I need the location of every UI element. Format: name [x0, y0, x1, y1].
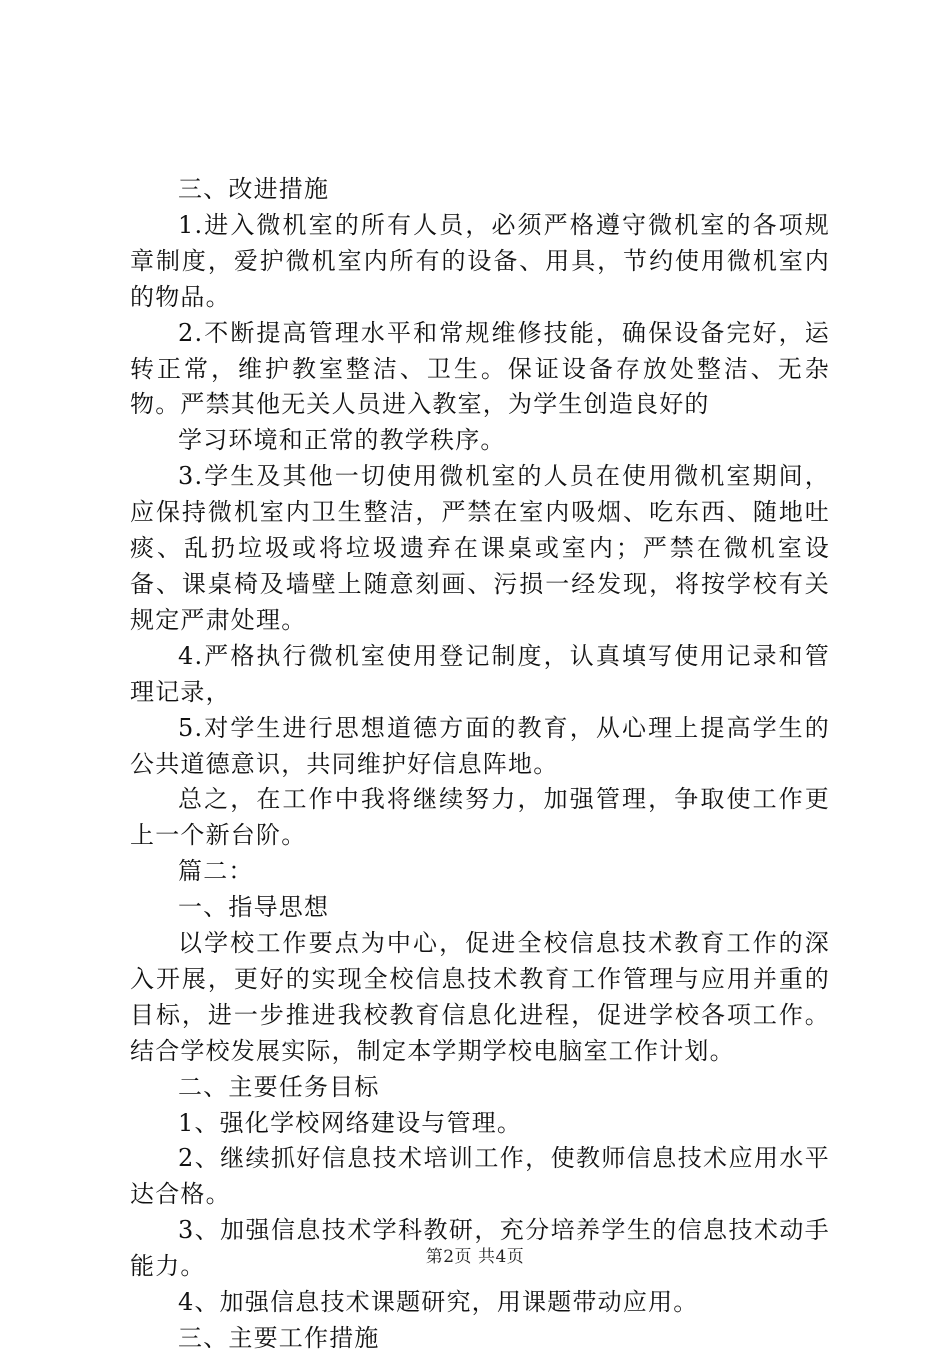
paragraph: 5.对学生进行思想道德方面的教育，从心理上提高学生的公共道德意识，共同维护好信息阵地。	[130, 713, 830, 778]
page-number-footer: 第2页 共4页	[425, 1247, 525, 1267]
list-item: 4、加强信息技术课题研究，用课题带动应用。	[178, 1288, 699, 1317]
document-body	[130, 172, 830, 1357]
paragraph: 4.严格执行微机室使用登记制度，认真填写使用记录和管理记录，	[130, 641, 830, 706]
paragraph: 3.学生及其他一切使用微机室的人员在使用微机室期间，应保持微机室内卫生整洁，严禁在室内吸烟、吃东西、随地吐痰、乱扔垃圾或将垃圾遗弃在课桌或室内；严禁在微机室设备、课桌椅及墙壁上随意刻画、污损一经发现，将按学校有关规定严肃处理。	[130, 462, 830, 634]
section-heading: 三、主要工作措施	[178, 1324, 380, 1352]
list-item: 1、强化学校网络建设与管理。	[178, 1108, 523, 1137]
paragraph: 2.不断提高管理水平和常规维修技能，确保设备完好，运转正常，维护教室整洁、卫生。保证设备存放处整洁、无杂物。严禁其他无关人员进入教室，为学生创造良好的	[130, 318, 830, 419]
part-heading: 篇二：	[178, 857, 254, 886]
paragraph: 总之，在工作中我将继续努力，加强管理，争取使工作更上一个新台阶。	[130, 785, 830, 850]
paragraph: 学习环境和正常的教学秩序。	[178, 426, 506, 455]
section-heading: 二、主要任务目标	[178, 1072, 380, 1101]
paragraph: 以学校工作要点为中心，促进全校信息技术教育工作的深入开展，更好的实现全校信息技术教育工作管理与应用并重的目标，进一步推进我校教育信息化进程，促进学校各项工作。结合学校发展实际，制定本学期学校电脑室工作计划。	[130, 929, 830, 1065]
section-heading: 一、指导思想	[178, 893, 330, 922]
list-item: 2、继续抓好信息技术培训工作，使教师信息技术应用水平达合格。	[130, 1144, 830, 1209]
paragraph: 1.进入微机室的所有人员，必须严格遵守微机室的各项规章制度，爱护微机室内所有的设备、用具，节约使用微机室内的物品。	[130, 210, 830, 311]
section-heading: 三、改进措施	[178, 175, 330, 203]
list-item: 3、加强信息技术学科教研，充分培养学生的信息技术动手能力。	[130, 1216, 830, 1281]
